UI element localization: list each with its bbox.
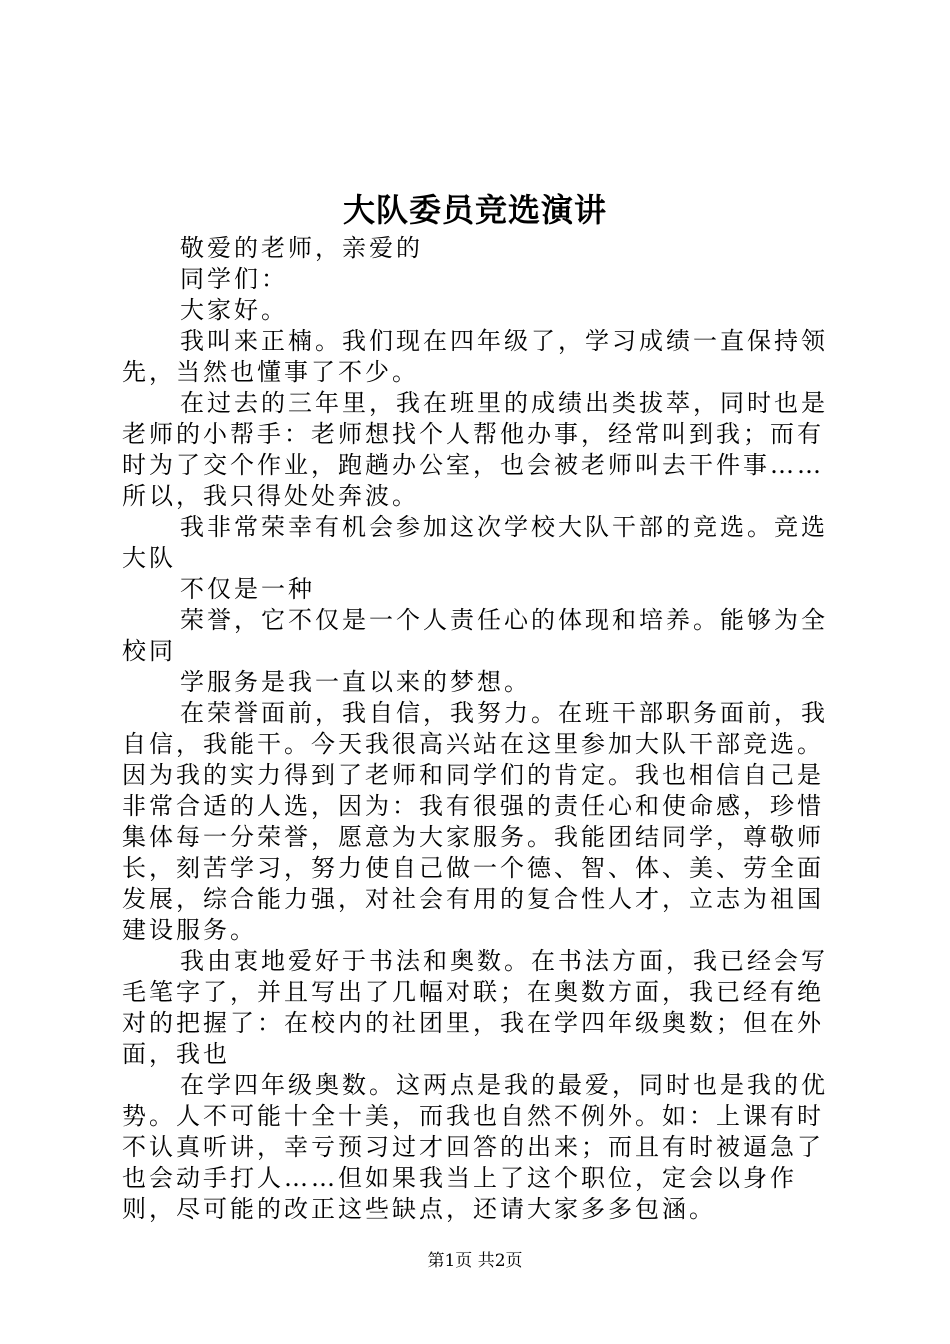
- paragraph-honor-3: 荣誉，它不仅是一个人责任心的体现和培养。能够为全校同: [122, 606, 828, 665]
- paragraph-salutation-1: 敬爱的老师，亲爱的: [180, 234, 423, 262]
- paragraph-confidence: 在荣誉面前，我自信，我努力。在班干部职务面前，我自信，我能干。今天我很高兴站在这里参加大队干部竞选。因为我的实力得到了老师和同学们的肯定。我也相信自己是非常合适的人选，因为：我有很强的责任心和使命感，珍惜集体每一分荣誉，愿意为大家服务。我能团结同学，尊敬师长，刻苦学习，努力使自己做一个德、智、体、美、劳全面发展，综合能力强，对社会有用的复合性人才，立志为祖国建设服务。: [122, 699, 828, 944]
- document-body: [122, 233, 846, 1225]
- paragraph-honor-2: 不仅是一种: [180, 575, 315, 603]
- paragraph-honor-1: 我非常荣幸有机会参加这次学校大队干部的竞选。竞选大队: [122, 513, 828, 572]
- paragraph-honor-4: 学服务是我一直以来的梦想。: [180, 668, 531, 696]
- paragraph-intro: 我叫来正楠。我们现在四年级了，学习成绩一直保持领先，当然也懂事了不少。: [122, 327, 828, 386]
- paragraph-past-years: 在过去的三年里，我在班里的成绩出类拔萃，同时也是老师的小帮手：老师想找个人帮他办事，经常叫到我；而有时为了交个作业，跑趟办公室，也会被老师叫去干件事……所以，我只得处处奔波。: [122, 389, 828, 510]
- page-footer: 第1页 共2页: [427, 1251, 523, 1271]
- document-title: 大队委员竞选演讲: [342, 191, 607, 229]
- paragraph-greeting: 大家好。: [180, 296, 288, 324]
- paragraph-shortcomings: 在学四年级奥数。这两点是我的最爱，同时也是我的优势。人不可能十全十美，而我也自然不例外。如：上课有时不认真听讲，幸亏预习过才回答的出来；而且有时被逼急了也会动手打人……但如果我当上了这个职位，定会以身作则，尽可能的改正这些缺点，还请大家多多包涵。: [122, 1071, 828, 1223]
- paragraph-hobbies: 我由衷地爱好于书法和奥数。在书法方面，我已经会写毛笔字了，并且写出了几幅对联；在奥数方面，我已经有绝对的把握了：在校内的社团里，我在学四年级奥数；但在外面，我也: [122, 947, 828, 1068]
- paragraph-salutation-2: 同学们：: [180, 265, 288, 293]
